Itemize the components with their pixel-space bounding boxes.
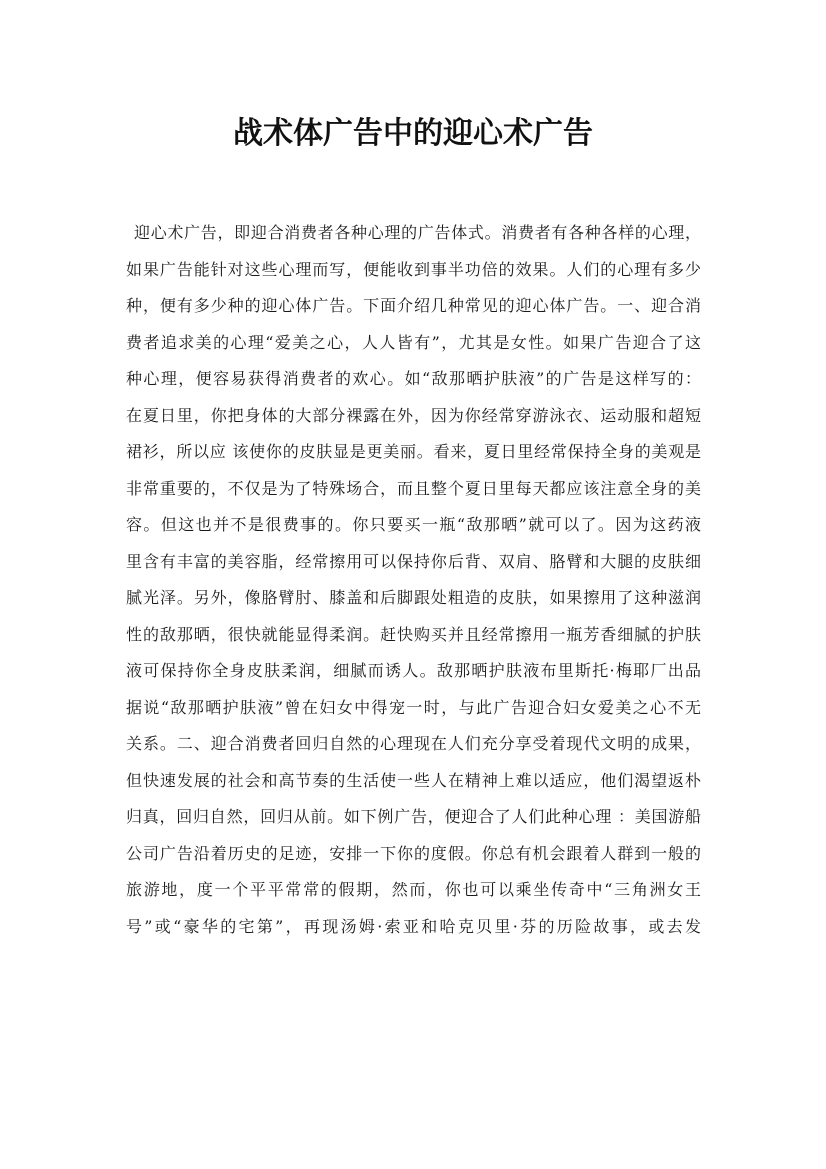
body-line: 旅游地，度一个平平常常的假期，然而，你也可以乘坐传奇中“三角洲女王 bbox=[126, 880, 701, 899]
body-line: 但快速发展的社会和高节奏的生活使一些人在精神上难以适应，他们渴望返朴 bbox=[126, 770, 701, 790]
body-line: 迎心术广告，即迎合消费者各种心理的广告体式。消费者有各种各样的心理， bbox=[134, 223, 701, 242]
document-title: 战术体广告中的迎心术广告 bbox=[233, 116, 593, 151]
body-line: 非常重要的，不仅是为了特殊场合，而且整个夏日里每天都应该注意全身的美 bbox=[126, 478, 701, 498]
body-line: 费者追求美的心理“爱美之心，人人皆有”，尤其是女性。如果广告迎合了这 bbox=[126, 332, 701, 352]
body-line: 腻光泽。另外，像胳臂肘、膝盖和后脚跟处粗造的皮肤，如果擦用了这种滋润 bbox=[126, 588, 701, 607]
body-line: 里含有丰富的美容脂，经常擦用可以保持你后背、双肩、胳臂和大腿的皮肤细 bbox=[126, 551, 701, 571]
body-line: 容。但这也并不是很费事的。你只要买一瓶“敌那晒”就可以了。因为这药液 bbox=[126, 515, 701, 534]
body-line: 种心理，便容易获得消费者的欢心。如“敌那晒护肤液”的广告是这样写的： bbox=[126, 369, 701, 388]
body-line: 在夏日里，你把身体的大部分裸露在外，因为你经常穿游泳衣、运动服和超短 bbox=[126, 405, 701, 425]
body-line: 液可保持你全身皮肤柔润，细腻而诱人。敌那晒护肤液布里斯托·梅耶厂出品 bbox=[126, 661, 701, 680]
body-line: 关系。二、迎合消费者回归自然的心理现在人们充分享受着现代文明的成果， bbox=[126, 734, 701, 753]
body-line: 种，便有多少种的迎心体广告。下面介绍几种常见的迎心体广告。一、迎合消 bbox=[126, 296, 701, 315]
body-line: 性的敌那晒，很快就能显得柔润。赶快购买并且经常擦用一瓶芳香细腻的护肤 bbox=[126, 624, 701, 644]
body-line: 号”或“豪华的宅第”，再现汤姆·索亚和哈克贝里·芬的历险故事，或去发 bbox=[126, 916, 701, 936]
document-body bbox=[126, 215, 701, 945]
body-line: 裙衫，所以应 该使你的皮肤显是更美丽。看来，夏日里经常保持全身的美观是 bbox=[126, 442, 701, 461]
body-line: 归真，回归自然，回归从前。如下例广告，便迎合了人们此种心理 ：美国游船 bbox=[126, 807, 701, 826]
body-line: 据说“敌那晒护肤液”曾在妇女中得宠一时，与此广告迎合妇女爱美之心不无 bbox=[126, 697, 701, 717]
body-line: 如果广告能针对这些心理而写，便能收到事半功倍的效果。人们的心理有多少 bbox=[126, 259, 701, 279]
body-line: 公司广告沿着历史的足迹，安排一下你的度假。你总有机会跟着人群到一般的 bbox=[126, 843, 701, 863]
